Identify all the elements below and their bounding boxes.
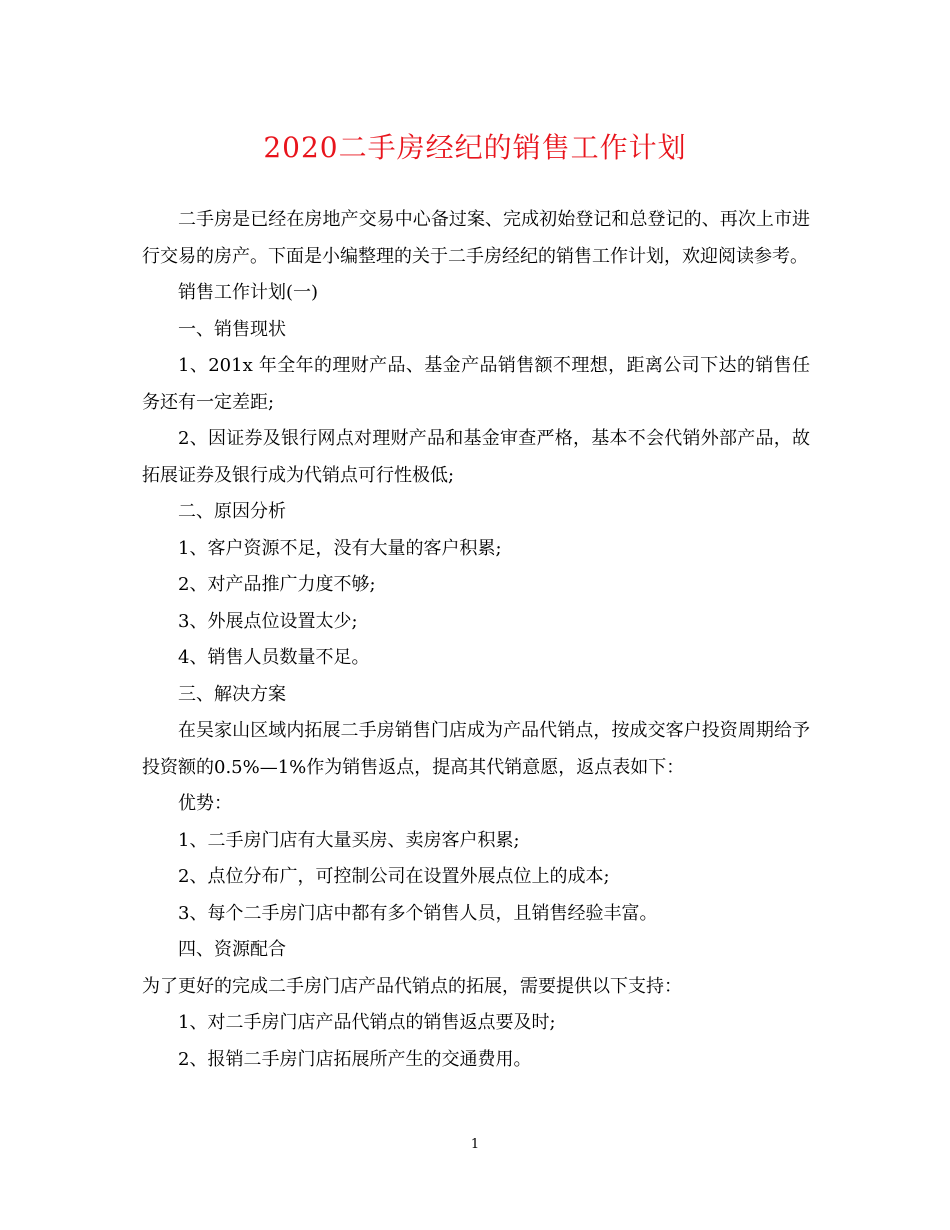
page-number: 1 <box>470 1137 480 1152</box>
document-title: 2020二手房经纪的销售工作计划 <box>263 131 687 164</box>
analysis-item-3: 3、外展点位设置太少; <box>178 610 358 632</box>
analysis-item-1: 1、客户资源不足，没有大量的客户积累; <box>178 537 502 559</box>
advantage-item-1: 1、二手房门店有大量买房、卖房客户积累; <box>178 829 520 851</box>
intro-paragraph: 二手房是已经在房地产交易中心备过案、完成初始登记和总登记的、再次上市进行交易的房产。下面是小编整理的关于二手房经纪的销售工作计划，欢迎阅读参考。 <box>142 209 810 267</box>
solution-paragraph: 在吴家山区域内拓展二手房销售门店成为产品代销点，按成交客户投资周期给予投资额的0.5%—1%作为销售返点，提高其代销意愿，返点表如下： <box>142 720 810 778</box>
document-body <box>142 202 810 1078</box>
section-heading-solution: 三、解决方案 <box>178 683 286 705</box>
section-heading-resources: 四、资源配合 <box>178 939 286 960</box>
advantage-item-3: 3、每个二手房门店中都有多个销售人员，且销售经验丰富。 <box>178 902 658 924</box>
advantage-item-2: 2、点位分布广，可控制公司在设置外展点位上的成本; <box>178 866 610 887</box>
status-item-1: 1、201x 年全年的理财产品、基金产品销售额不理想，距离公司下达的销售任务还有一定差距; <box>142 355 810 413</box>
status-item-2: 2、因证券及银行网点对理财产品和基金审查严格，基本不会代销外部产品，故拓展证券及银行成为代销点可行性极低; <box>142 428 810 486</box>
advantages-label: 优势： <box>178 793 232 814</box>
section-heading-status: 一、销售现状 <box>178 318 286 340</box>
analysis-item-4: 4、销售人员数量不足。 <box>178 647 370 668</box>
section-heading-analysis: 二、原因分析 <box>178 501 286 522</box>
resource-item-1: 1、对二手房门店产品代销点的销售返点要及时; <box>178 1012 556 1033</box>
resources-paragraph: 为了更好的完成二手房门店产品代销点的拓展，需要提供以下支持： <box>142 975 682 997</box>
analysis-item-2: 2、对产品推广力度不够; <box>178 574 376 595</box>
section-heading-plan-1: 销售工作计划(一) <box>178 282 319 303</box>
resource-item-2: 2、报销二手房门店拓展所产生的交通费用。 <box>178 1048 532 1070</box>
